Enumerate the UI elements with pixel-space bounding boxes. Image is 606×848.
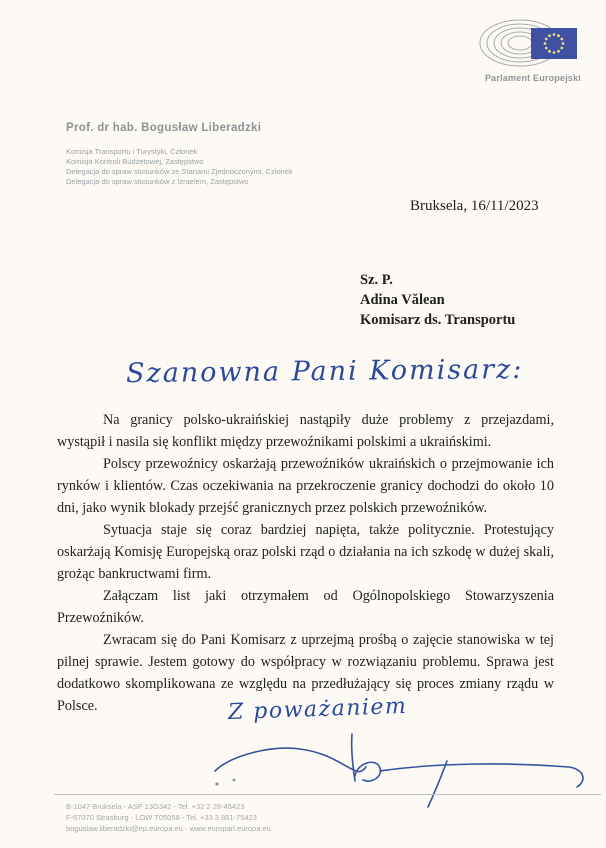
footer-line: F-67070 Strasburg - LOW T05058 - Tel. +33 3 881-75423 bbox=[66, 813, 257, 822]
body-paragraph: Polscy przewoźnicy oskarżają przewoźników ukraińskich o przejmowanie ich rynków i klientów. Czas oczekiwania na przekroczenie granicy dochodzi do około 10 dni, jako wynik blokady przejść granicznych przez polskich przewoźników. bbox=[57, 456, 554, 516]
handwritten-salutation: Szanowna Pani Komisarz: bbox=[125, 353, 524, 390]
footer bbox=[66, 801, 271, 834]
eu-flag-icon bbox=[531, 28, 577, 59]
body-paragraph: Zwracam się do Pani Komisarz z uprzejmą prośbą o zajęcie stanowiska w tej pilnej sprawie. Jestem gotowy do współpracy w rozwiązaniu problemu. Sprawa jest dodatkowo skomplikowana ze względu na przedłużający się proces zmiany rządu w Polsce. bbox=[57, 632, 554, 714]
body-paragraph: Załączam list jaki otrzymałem od Ogólnopolskiego Stowarzyszenia Przewoźników. bbox=[57, 588, 554, 626]
footer-divider bbox=[54, 794, 601, 795]
sender-role: Komisja Transportu i Turystyki, Członek bbox=[66, 147, 198, 156]
recipient-line: Sz. P. bbox=[360, 272, 393, 288]
european-parliament-logo bbox=[472, 16, 594, 83]
sender-role: Komisja Kontroli Budżetowej, Zastępstwo bbox=[66, 157, 204, 166]
body-paragraph: Sytuacja staje się coraz bardziej napięta, także politycznie. Protestujący oskarżają Komisję Europejską oraz polski rząd o działania na ich szkodę w dużej skali, grożąc bankructwami firm. bbox=[57, 522, 554, 582]
sender-role: Delegacja do spraw stosunków z Izraelem, Zastępstwo bbox=[66, 177, 249, 186]
handwritten-closing: Z poważaniem bbox=[227, 693, 408, 726]
sender-name: Prof. dr hab. Bogusław Liberadzki bbox=[66, 122, 262, 134]
recipient-line: Komisarz ds. Transportu bbox=[360, 312, 516, 328]
logo-caption: Parlament Europejski bbox=[484, 73, 582, 83]
sender-role: Delegacja do spraw stosunków ze Stanami Zjednoczonymi, Członek bbox=[66, 167, 293, 176]
letter-body bbox=[57, 409, 554, 717]
footer-line: boguslaw.liberadzki@ep.europa.eu - www.europarl.europa.eu bbox=[66, 824, 271, 833]
footer-line: B-1047 Bruksela - ASP 13G342 - Tel. +32 2 28-45423 bbox=[66, 802, 245, 811]
sender-block bbox=[66, 122, 293, 187]
body-paragraph: Na granicy polsko-ukraińskiej nastąpiły duże problemy z przejazdami, wystąpił i nasila się konflikt między przewoźnikami polskimi a ukraińskimi. bbox=[57, 412, 554, 450]
recipient-block bbox=[360, 270, 515, 330]
hemicycle-icon bbox=[474, 16, 592, 72]
recipient-line: Adina Vălean bbox=[360, 292, 445, 308]
dateline: Bruksela, 16/11/2023 bbox=[410, 198, 539, 214]
